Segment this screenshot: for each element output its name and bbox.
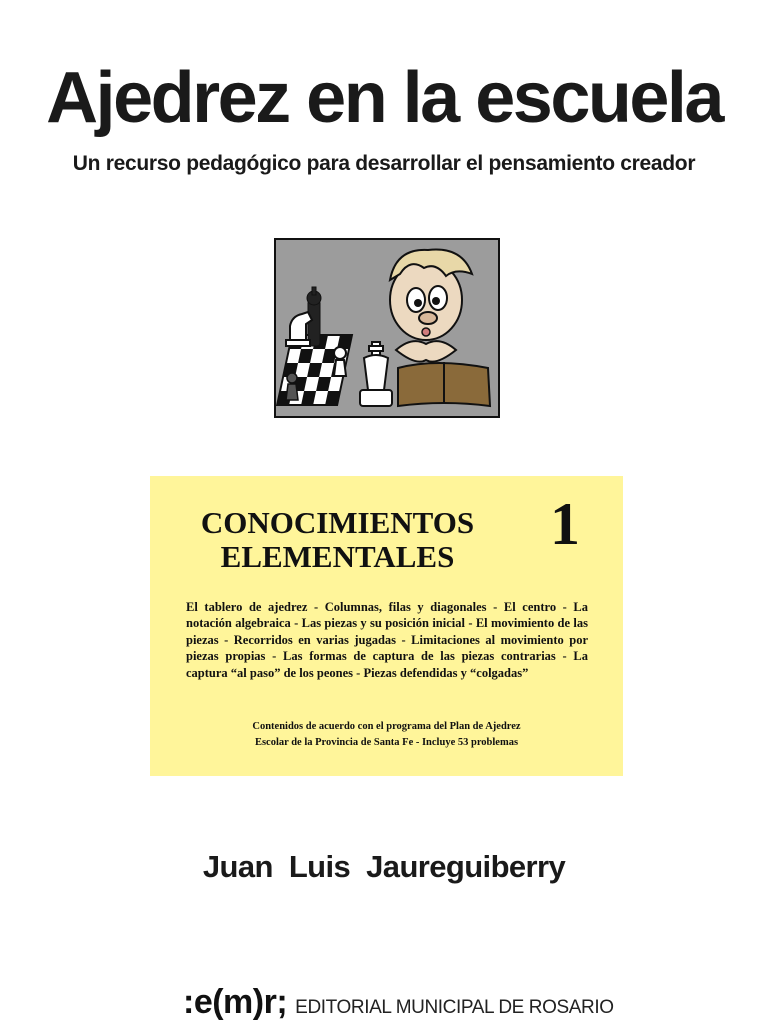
volume-contents: El tablero de ajedrez - Columnas, filas y diagonales - El centro - La notación algebraica - Las piezas y su posición inicial - El movimiento de las piezas - Recorridos en varias jugadas - Limitaciones al movimiento por piezas propias - Las formas de captura de las piezas contrarias - La captura “al paso” de los peones - Piezas defendidas y “colgadas” — [186, 600, 588, 680]
publisher — [183, 985, 614, 1029]
volume-title: CONOCIMIENTOS ELEMENTALES — [200, 505, 475, 574]
volume-note-line2: Escolar de la Provincia de Santa Fe - Incluye 53 problemas — [254, 737, 519, 748]
volume-number: 1 — [550, 491, 580, 557]
volume-note — [150, 719, 623, 751]
book-subtitle: Un recurso pedagógico para desarrollar el pensamiento creador — [72, 152, 696, 175]
child-reading-chess-book-icon — [276, 240, 498, 416]
book-title: Ajedrez en la escuela — [46, 58, 722, 138]
publisher-logo: :e(m)r; — [183, 983, 288, 1021]
publisher-name: EDITORIAL MUNICIPAL DE ROSARIO — [295, 997, 614, 1018]
volume-note-line1: Contenidos de acuerdo con el programa del Plan de Ajedrez — [252, 721, 521, 732]
volume-info-box — [150, 476, 623, 776]
author-name: Juan Luis Jaureguiberry — [202, 849, 566, 884]
cover-illustration — [274, 238, 500, 418]
